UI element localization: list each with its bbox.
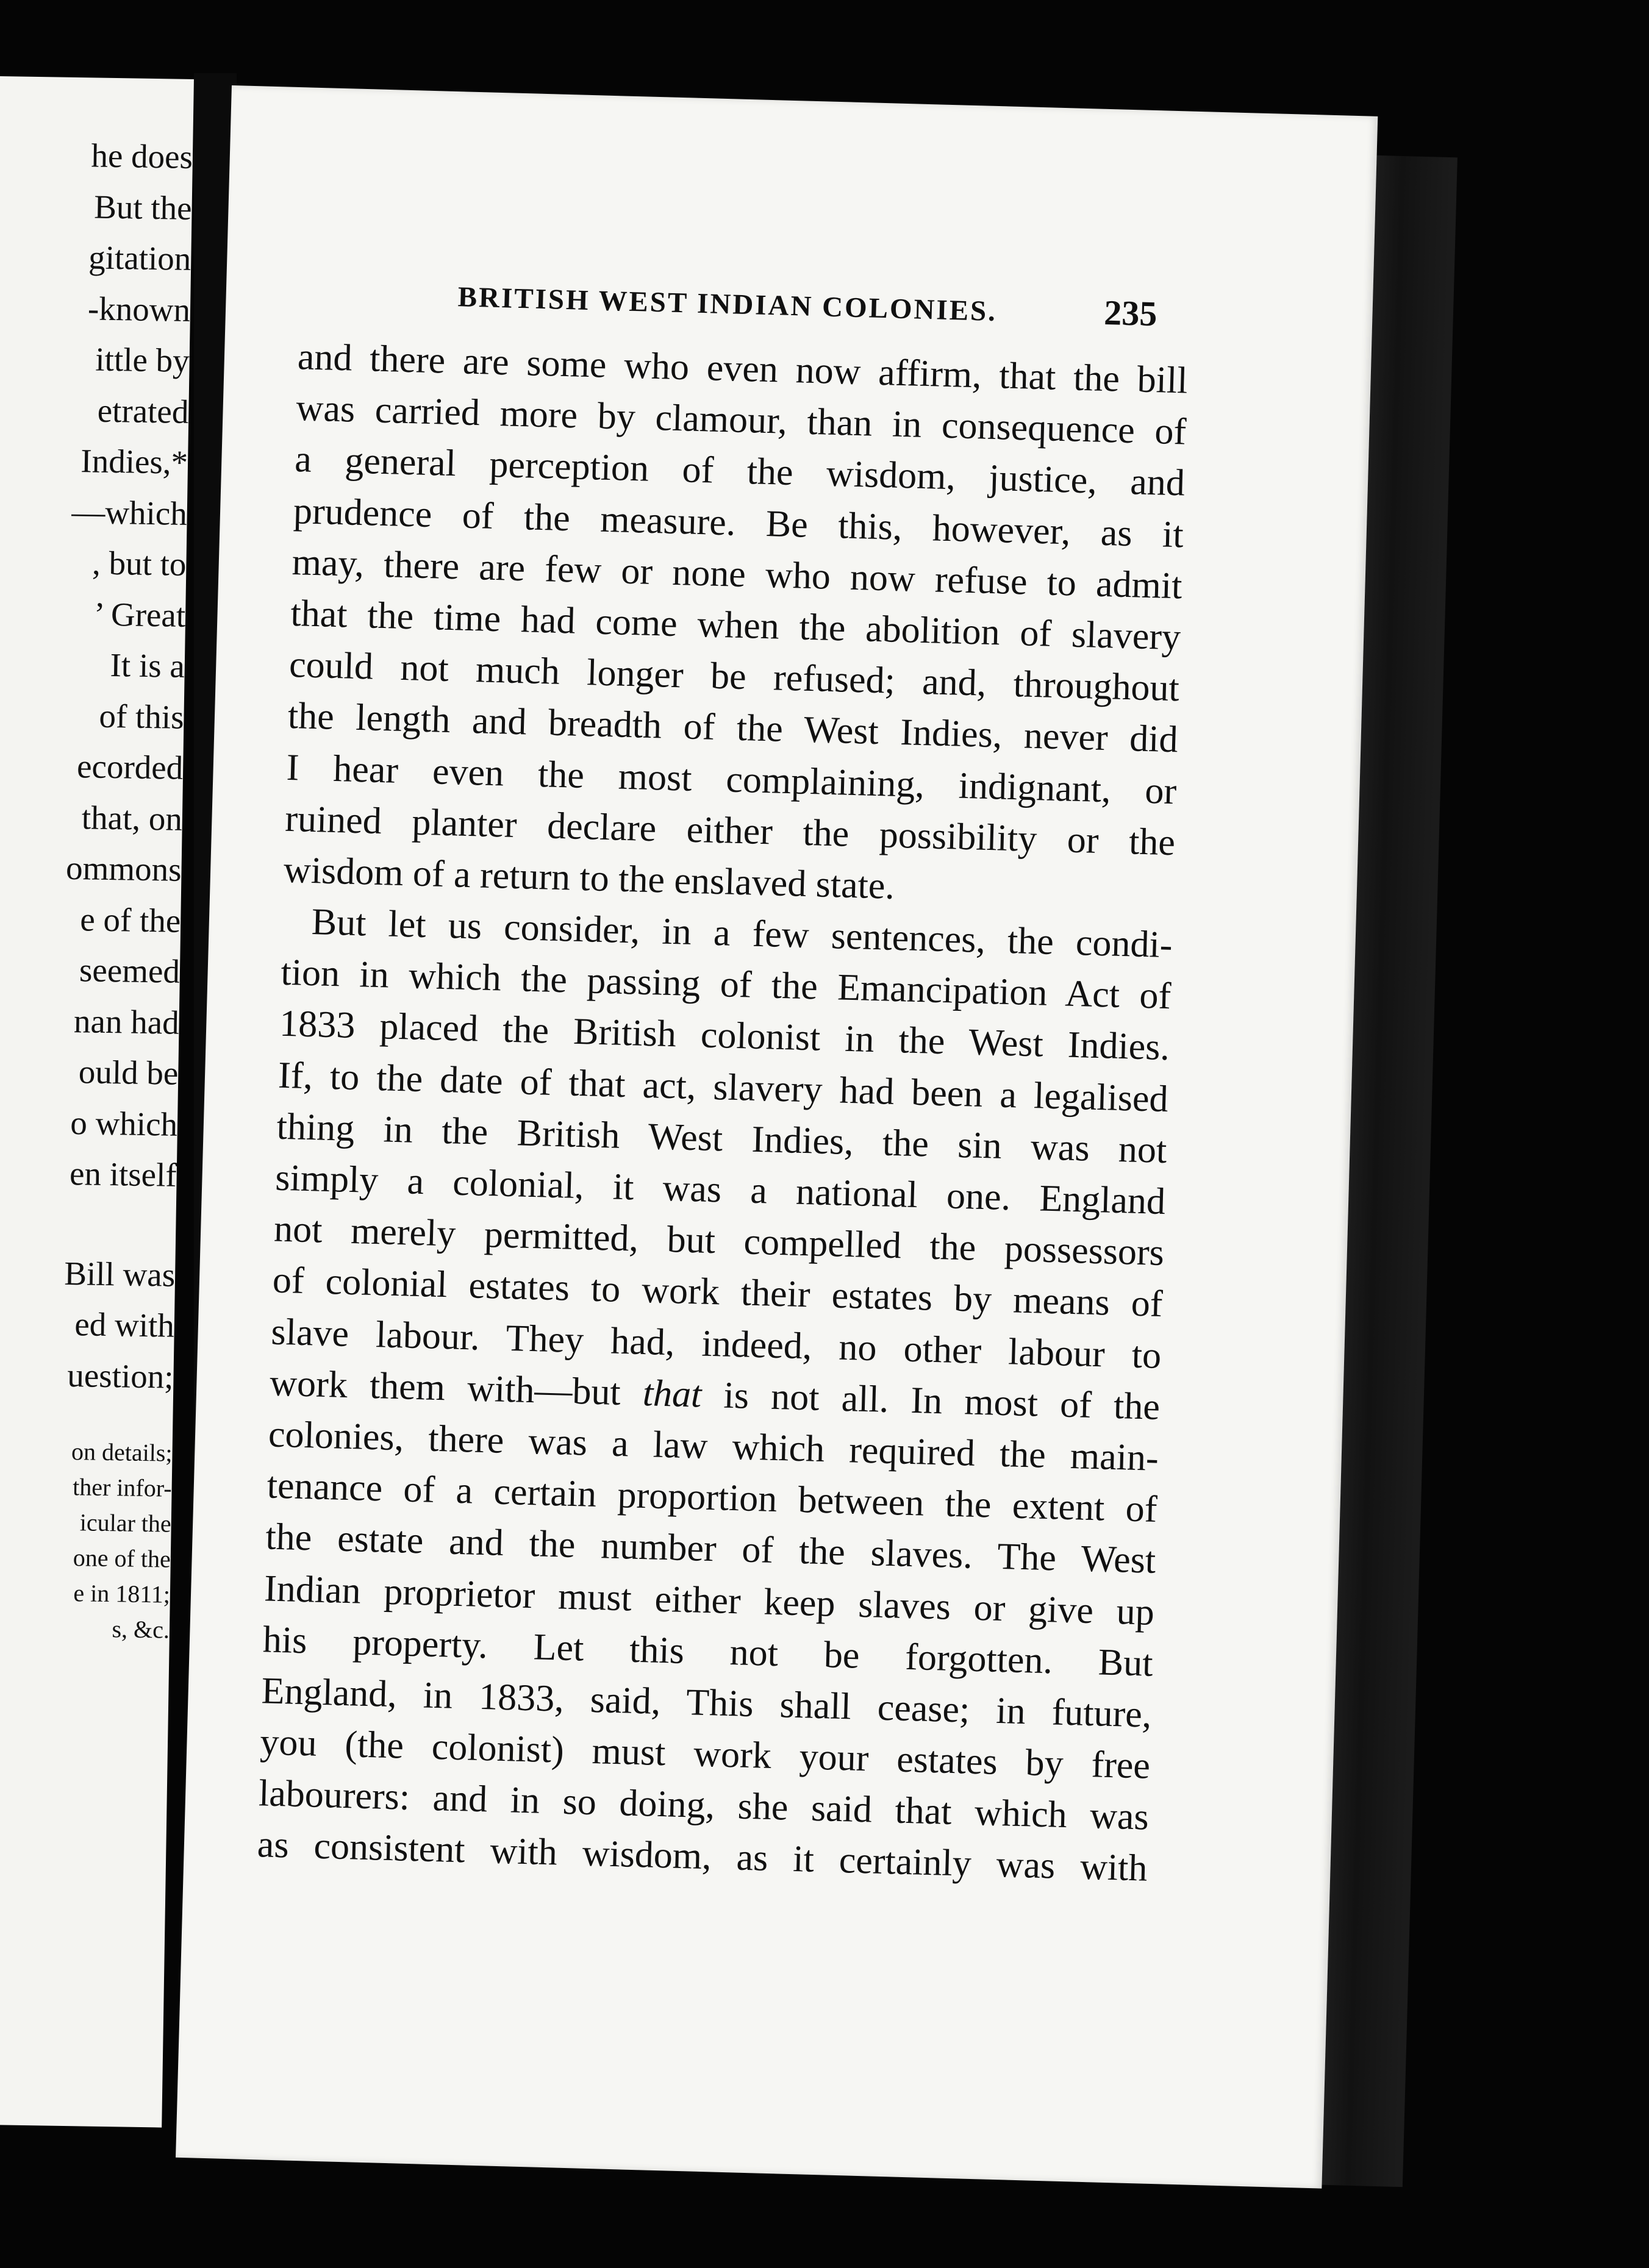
left-page-line: gitation [88,238,191,277]
left-page-line: ed with [74,1305,175,1344]
left-page-line: But the [93,187,193,227]
italic-word: that [642,1372,703,1416]
left-facing-page [0,76,194,2128]
left-page-footnote-line: ther infor- [72,1473,173,1502]
page-number: 235 [1103,292,1158,334]
left-page-line: seemed [79,951,181,990]
left-page-line: ommons [65,849,182,888]
paragraph-2-continued [257,1408,1159,1894]
text-line: wisdom of a return to the enslaved state. [283,849,895,907]
text-line: slave labour. They had, indeed, no other labour to [270,1311,1162,1377]
text-line: simply a colonial, it was a national one. England [274,1157,1166,1223]
left-page-line: Bill was [63,1254,176,1294]
text-line: 1833 placed the British colonist in the West Indies. [279,1003,1170,1069]
left-page-line: o which [70,1104,178,1143]
left-page-line: e of the [79,900,181,940]
left-page-line: ould be [78,1053,179,1092]
left-page-line: ecorded [76,747,184,786]
text-line: may, there are few or none who now refuse to admit [291,541,1183,607]
text-line: a general perception of the wisdom, justice, and [294,438,1186,504]
running-head: BRITISH WEST INDIAN COLONIES. [457,281,998,328]
book-page-235 [176,85,1378,2189]
text-line: colonies, there was a law which required the main- [268,1413,1159,1479]
text-line: If, to the date of that act, slavery had been a legalised [277,1054,1169,1120]
text-line: and there are some who even now affirm, that the bill [297,336,1189,402]
left-page-line: en itself [69,1155,177,1194]
text-line: thing in the British West Indies, the sin was not [276,1105,1168,1171]
left-page-footnote-line: icular the [79,1508,172,1538]
text-line: But let us consider, in a few sentences, the condi- [311,901,1173,966]
left-page-footnote-line: on details; [71,1438,173,1467]
left-page-line: of this [99,697,185,736]
left-page-line: -known [87,289,191,329]
left-page-line: ittle by [95,340,190,379]
text-line: his property. Let this not be forgotten. But [262,1619,1154,1685]
text-line: that the time had come when the abolition of slavery [290,592,1181,658]
left-page-line: nan had [73,1002,180,1041]
text-line: not merely permitted, but compelled the possessors [273,1208,1165,1274]
text-line: was carried more by clamour, than in consequence of [295,387,1187,453]
text-line: as consistent with wisdom, as it certainly was with [257,1824,1148,1890]
text-line: ruined planter declare either the possibility or the [284,797,1176,863]
paragraph-1 [283,331,1189,919]
page-body-text [257,331,1189,1894]
text-line: could not much longer be refused; and, throughout [288,644,1180,710]
text-line: I hear even the most complaining, indignant, or [285,746,1178,812]
text-run: is not all. In most of the [701,1374,1161,1428]
left-page-line: etrated [97,391,189,430]
left-page-line: he does [91,137,193,176]
text-line: England, in 1833, said, This shall cease; in future, [260,1670,1153,1736]
left-page-line: that, on [81,798,183,838]
text-line: of colonial estates to work their estates by means of [272,1259,1164,1325]
left-page-line: uestion; [66,1356,174,1396]
text-line: Indian proprietor must either keep slaves or give up [263,1567,1155,1633]
text-line: the length and breadth of the West Indies, never did [287,695,1179,761]
left-page-footnote-line: one of the [73,1544,171,1573]
left-page-line: Indies,* [80,442,188,481]
text-line: tenance of a certain proportion between the extent of [266,1464,1158,1531]
text-line: the estate and the number of the slaves. The West [265,1516,1157,1582]
left-page-footnote-line: e in 1811; [73,1579,171,1608]
left-page-line: —which [71,493,188,532]
left-page-footnote-line: s, &c. [112,1615,170,1644]
text-run: work them with—but [269,1362,643,1414]
text-line: tion in which the passing of the Emancipation Act of [280,951,1172,1018]
paragraph-2 [271,896,1173,1382]
text-line: you (the colonist) must work your estates by free [259,1721,1151,1787]
left-page-line: ’ Great [93,595,186,634]
text-line: prudence of the measure. Be this, however, as it [293,490,1184,556]
left-page-text [0,76,194,1644]
text-line: labourers: and in so doing, she said that which was [258,1772,1150,1838]
left-page-line: , but to [91,544,187,583]
left-page-line: It is a [110,646,185,685]
